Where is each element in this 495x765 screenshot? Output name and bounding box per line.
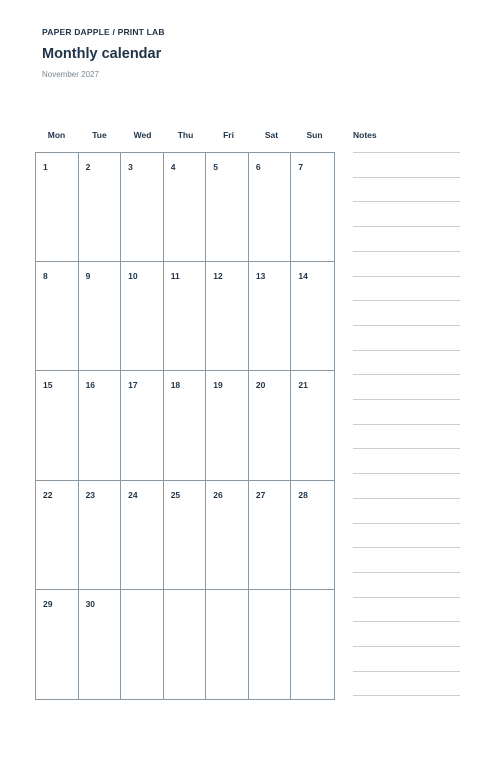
calendar-day-cell (206, 371, 249, 480)
calendar-day-cell (121, 590, 164, 699)
day-number: 13 (255, 271, 266, 282)
day-number: 18 (170, 380, 181, 391)
day-number: 7 (298, 162, 304, 172)
weekday-label: Mon (47, 130, 66, 140)
calendar-day-cell (291, 262, 334, 371)
note-line (353, 251, 460, 252)
calendar-day-cell (164, 262, 207, 371)
weekday-header-row (35, 130, 336, 140)
notes-title: Notes (353, 130, 377, 140)
day-number: 11 (170, 271, 180, 282)
calendar-day-cell (249, 371, 292, 480)
note-line (353, 152, 460, 153)
note-line (353, 300, 460, 301)
day-number: 21 (298, 380, 308, 391)
note-line (353, 350, 460, 351)
note-line (353, 226, 460, 227)
day-number: 8 (43, 271, 48, 282)
calendar-day-cell (36, 262, 79, 371)
weekday-label: Thu (177, 130, 194, 140)
calendar-day-cell (36, 481, 79, 590)
calendar-day-cell (291, 371, 334, 480)
day-number: 22 (43, 489, 53, 500)
note-line (353, 177, 460, 178)
note-line (353, 276, 460, 277)
day-number: 26 (213, 489, 223, 500)
weekday-label: Sat (264, 130, 279, 140)
day-number: 30 (85, 598, 96, 609)
calendar-day-cell (249, 153, 292, 262)
month-subtitle: November 2027 (42, 70, 99, 79)
day-number: 15 (43, 380, 53, 391)
day-number: 20 (255, 380, 266, 391)
calendar-day-cell (79, 371, 122, 480)
day-number: 12 (213, 271, 223, 282)
calendar-day-cell (79, 153, 122, 262)
calendar-day-cell (206, 481, 249, 590)
calendar-day-cell (79, 590, 122, 699)
calendar-day-cell (164, 590, 207, 699)
day-number: 3 (128, 162, 133, 172)
day-number: 2 (85, 162, 91, 172)
calendar-day-cell (164, 153, 207, 262)
calendar-day-cell (291, 153, 334, 262)
brand-label: PAPER DAPPLE / PRINT LAB (42, 27, 165, 37)
note-line (353, 325, 460, 326)
calendar-day-cell (36, 153, 79, 262)
day-number: 25 (170, 489, 181, 500)
day-number: 19 (213, 380, 223, 391)
day-number: 14 (298, 271, 308, 282)
calendar-day-cell (291, 590, 334, 699)
note-line (353, 695, 460, 696)
day-number: 6 (255, 162, 261, 172)
calendar-day-cell (121, 153, 164, 262)
calendar-day-cell (206, 590, 249, 699)
note-line (353, 473, 460, 474)
calendar-day-cell (291, 481, 334, 590)
calendar-day-cell (249, 262, 292, 371)
calendar-day-cell (79, 262, 122, 371)
note-line (353, 646, 460, 647)
weekday-label: Wed (133, 130, 152, 140)
day-number: 5 (213, 162, 219, 172)
calendar-day-cell (249, 481, 292, 590)
calendar-day-cell (206, 262, 249, 371)
calendar-day-cell (121, 481, 164, 590)
note-line (353, 547, 460, 548)
calendar-day-cell (164, 371, 207, 480)
day-number: 9 (85, 271, 91, 282)
calendar-day-cell (206, 153, 249, 262)
note-line (353, 572, 460, 573)
calendar-day-cell (121, 371, 164, 480)
calendar-day-cell (36, 590, 79, 699)
day-number: 28 (298, 489, 308, 500)
day-number: 23 (85, 489, 96, 500)
day-number: 16 (85, 380, 96, 391)
day-number: 4 (170, 162, 176, 172)
calendar-day-cell (79, 481, 122, 590)
note-line (353, 448, 460, 449)
calendar-grid (35, 152, 335, 700)
day-number: 10 (128, 271, 138, 282)
note-line (353, 201, 460, 202)
day-number: 24 (128, 489, 138, 500)
note-line (353, 671, 460, 672)
calendar-day-cell (121, 262, 164, 371)
weekday-label: Sun (306, 130, 323, 140)
day-number: 1 (43, 162, 48, 172)
note-line (353, 374, 460, 375)
calendar-day-cell (36, 371, 79, 480)
weekday-label: Fri (223, 130, 234, 140)
page-title: Monthly calendar (42, 46, 162, 62)
note-line (353, 498, 460, 499)
calendar-day-cell (249, 590, 292, 699)
weekday-label: Tue (92, 130, 107, 140)
day-number: 17 (128, 380, 138, 391)
note-line (353, 597, 460, 598)
calendar-day-cell (164, 481, 207, 590)
note-line (353, 399, 460, 400)
day-number: 27 (255, 489, 266, 500)
day-number: 29 (43, 598, 53, 609)
note-line (353, 523, 460, 524)
note-line (353, 621, 460, 622)
note-line (353, 424, 460, 425)
